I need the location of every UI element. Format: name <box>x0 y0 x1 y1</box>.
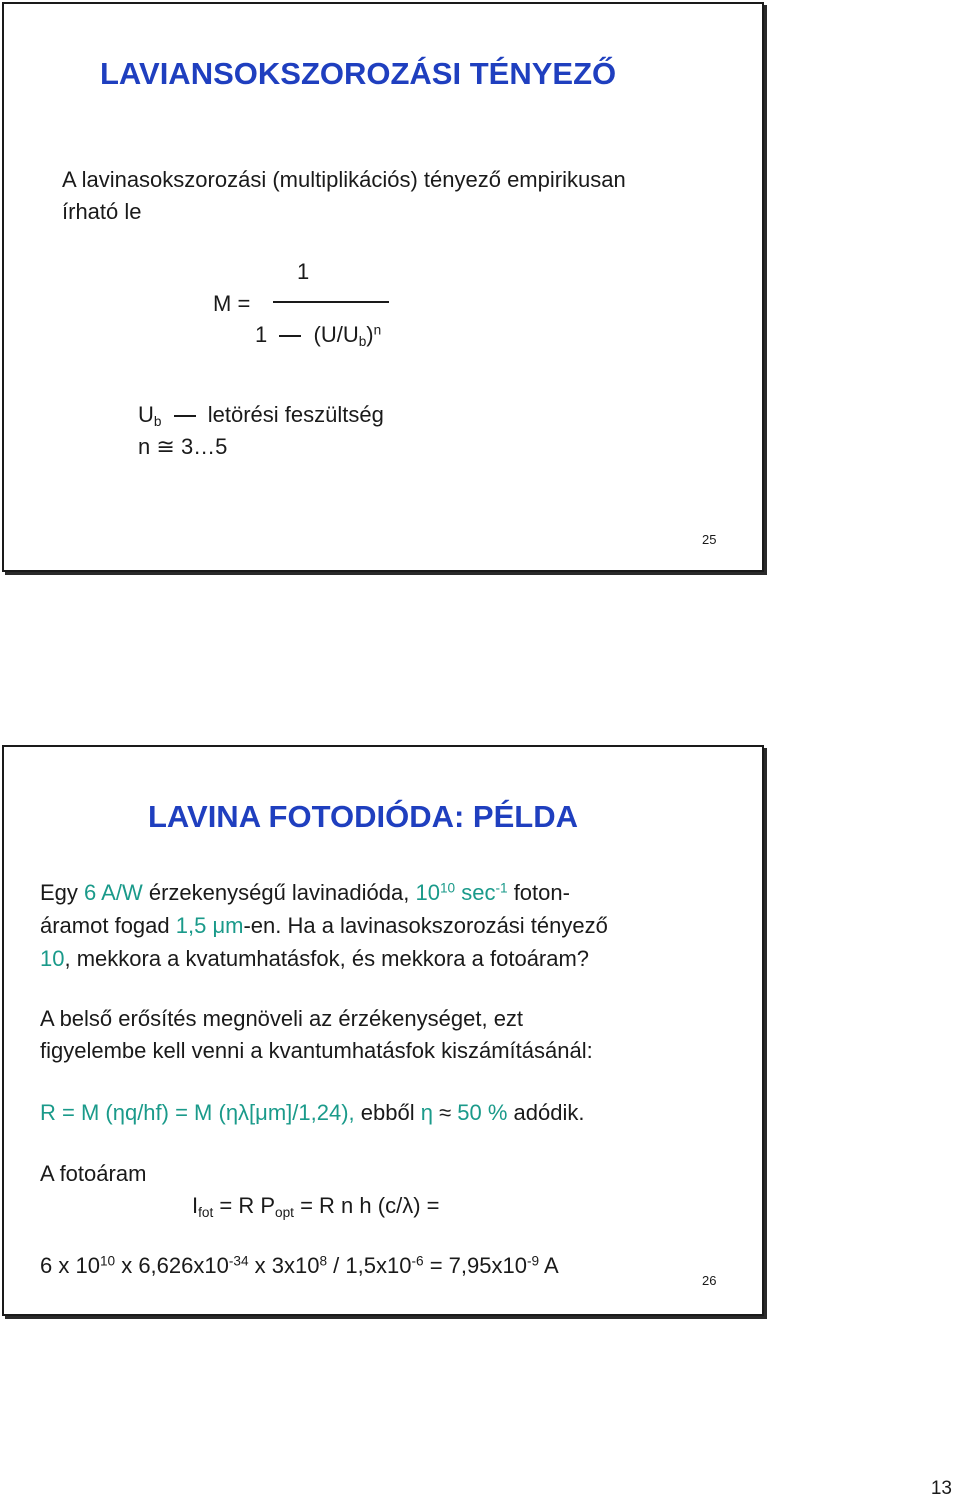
rate-unit-exponent: -1 <box>495 880 508 896</box>
i-sub: fot <box>198 1205 214 1221</box>
den-sub: b <box>358 334 367 350</box>
multiplication-value: 10 <box>40 946 65 971</box>
exponent: -6 <box>411 1253 424 1269</box>
i-symbol: I <box>192 1193 199 1218</box>
exponent: 10 <box>99 1253 116 1269</box>
explanation-line-2: figyelembe kell venni a kvantumhatásfok kiszámításánál: <box>40 1038 593 1063</box>
slide-title: LAVINA FOTODIÓDA: PÉLDA <box>148 799 578 834</box>
text: = 7,95x10 <box>423 1253 527 1278</box>
text: x 6,626x10 <box>115 1253 229 1278</box>
formula-numerator: 1 <box>297 259 310 284</box>
rate-unit: sec <box>455 880 496 905</box>
exponent: 8 <box>319 1253 328 1269</box>
problem-line-3 <box>40 946 589 972</box>
calculation-line <box>40 1253 559 1279</box>
explanation-line-1: A belső erősítés megnöveli az érzékenységet, ezt <box>40 1006 524 1031</box>
den-paren-open: (U/U <box>313 322 359 347</box>
text: -en. Ha a lavinasokszorozási tényező <box>243 913 608 938</box>
ub-text: letörési feszültség <box>207 402 384 427</box>
n-symbol: n <box>138 434 151 459</box>
photocurrent-label: A fotoáram <box>40 1161 147 1186</box>
problem-line-2 <box>40 913 608 939</box>
formula-lhs: M = <box>213 291 251 316</box>
definition-dash <box>174 415 196 417</box>
n-value: 3…5 <box>180 434 228 459</box>
text: 6 x 10 <box>40 1253 100 1278</box>
definition-ub <box>138 402 384 428</box>
exponent: -34 <box>228 1253 249 1269</box>
text: ebből <box>360 1100 415 1125</box>
p-sub: opt <box>275 1205 294 1221</box>
text: adódik. <box>507 1100 585 1125</box>
photocurrent-formula <box>192 1193 439 1219</box>
text: / 1,5x10 <box>327 1253 412 1278</box>
den-one: 1 <box>255 322 268 347</box>
responsivity-equation <box>40 1100 584 1126</box>
equation: R = M (ηq/hf) = M (ηλ[μm]/1,24), <box>40 1100 361 1125</box>
sensitivity-value: 6 A/W <box>84 880 143 905</box>
problem-line-1 <box>40 880 570 906</box>
fraction-bar <box>273 301 389 303</box>
rate-exponent: 10 <box>439 880 456 896</box>
text: Egy <box>40 880 85 905</box>
exponent: -9 <box>526 1253 540 1269</box>
text: , mekkora a kvatumhatásfok, és mekkora a fotoáram? <box>64 946 590 971</box>
sheet-page-number: 13 <box>930 1478 952 1499</box>
text: = R P <box>213 1193 276 1218</box>
approx-symbol: ≅ <box>156 434 175 459</box>
intro-line-2: írható le <box>62 199 142 224</box>
intro-line-1: A lavinasokszorozási (multiplikációs) tényező empirikusan <box>62 167 626 192</box>
text: áramot fogad <box>40 913 176 938</box>
text: érzekenységű lavinadióda, <box>142 880 416 905</box>
page-number: 26 <box>702 1273 717 1288</box>
text: foton- <box>507 880 570 905</box>
text: A <box>539 1253 559 1278</box>
definition-n <box>138 434 227 460</box>
approx-symbol: ≈ <box>439 1100 452 1125</box>
formula-denominator <box>255 322 381 348</box>
slide-title: LAVIANSOKSZOROZÁSI TÉNYEZŐ <box>100 56 617 91</box>
text: = R n h (c/λ) = <box>293 1193 440 1218</box>
ub-sub: b <box>153 414 162 430</box>
eta-symbol: η <box>414 1100 440 1125</box>
den-sup: n <box>373 322 382 338</box>
minus-dash <box>279 335 301 337</box>
page-number: 25 <box>702 532 717 547</box>
photon-rate <box>415 880 507 905</box>
slide-26 <box>2 745 764 1316</box>
efficiency-value: 50 % <box>451 1100 508 1125</box>
wavelength-value: 1,5 μm <box>175 913 244 938</box>
text: x 3x10 <box>248 1253 320 1278</box>
slide-25 <box>2 2 764 572</box>
rate-base: 10 <box>415 880 440 905</box>
ub-symbol: U <box>138 402 154 427</box>
den-paren-close: ) <box>366 322 374 347</box>
